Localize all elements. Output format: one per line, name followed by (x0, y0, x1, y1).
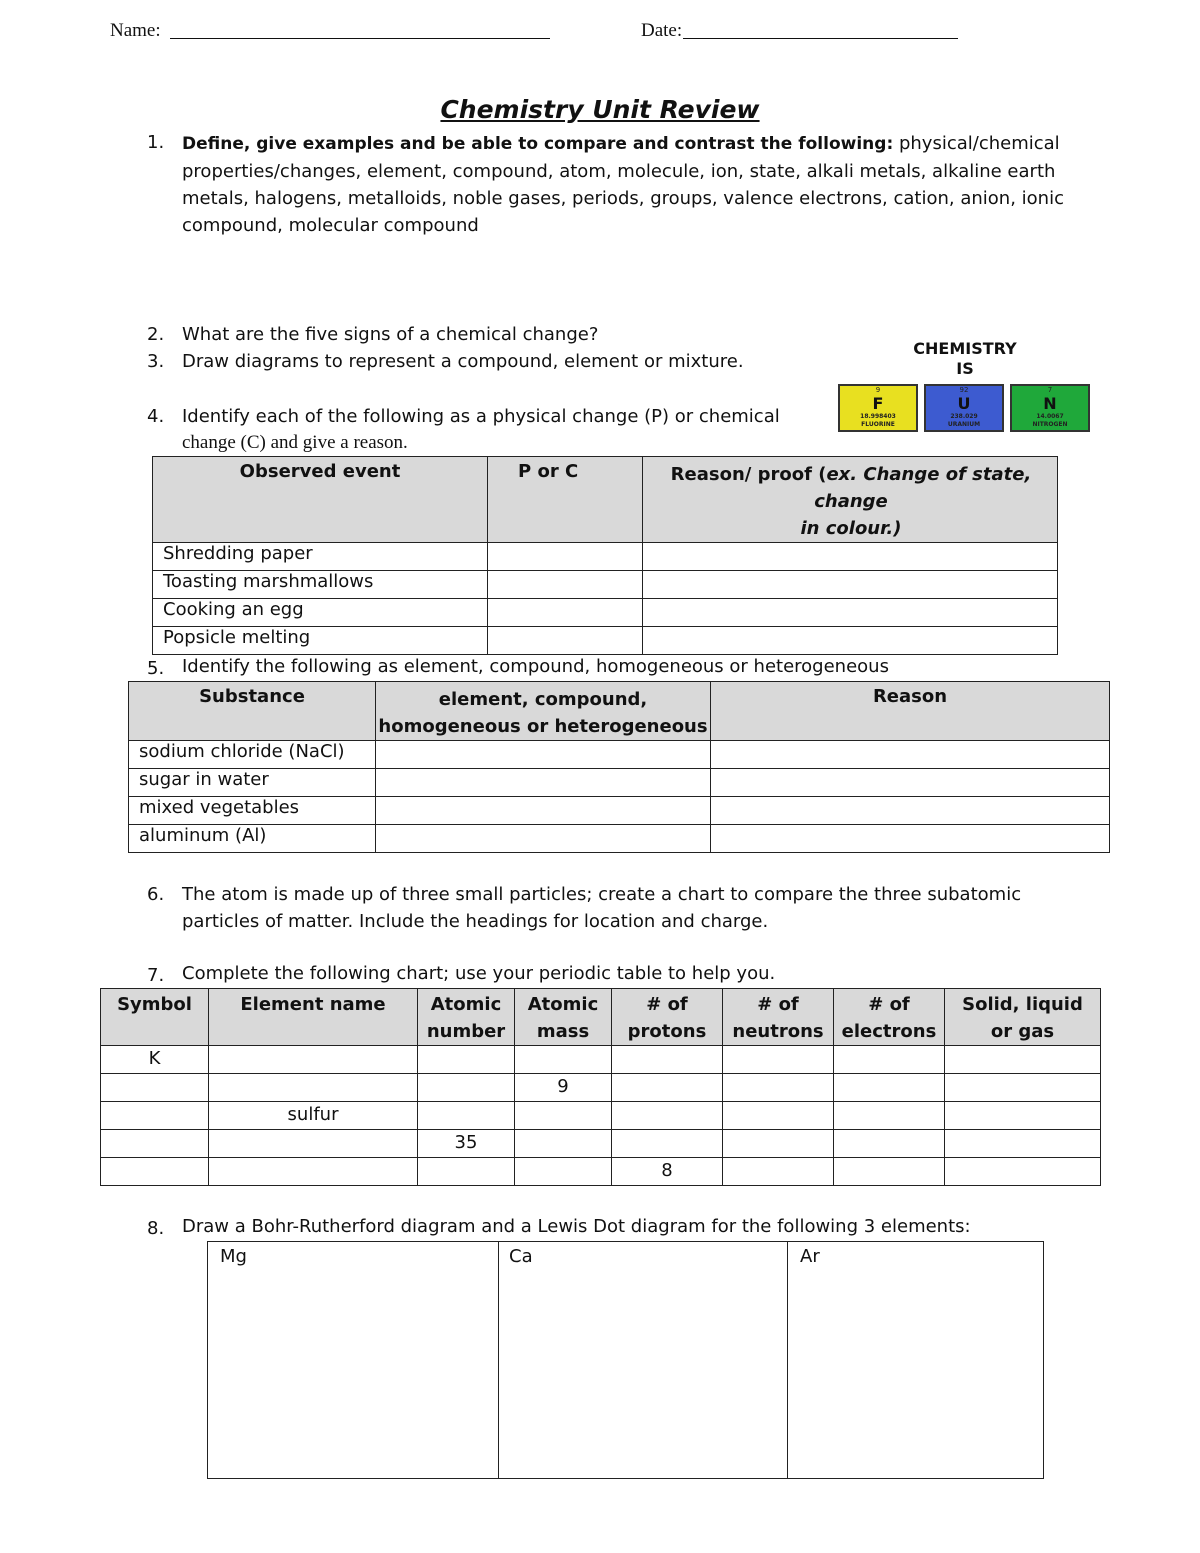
logo-line1: CHEMISTRY (913, 339, 1017, 358)
q5-number: 5. (147, 658, 165, 679)
q8-text: Draw a Bohr-Rutherford diagram and a Lewis Dot diagram for the following 3 elements: (182, 1216, 971, 1237)
q7-number: 7. (147, 965, 165, 986)
q7-given-value: K (101, 1046, 209, 1074)
q7-header: Element name (209, 989, 418, 1046)
q7-answer-cell[interactable] (945, 1046, 1101, 1074)
q7-header: # of neutrons (723, 989, 834, 1046)
element-tile-fluorine (838, 384, 918, 432)
q7-header: # of electrons (834, 989, 945, 1046)
q5-row-substance: sugar in water (129, 769, 376, 797)
q7-answer-cell[interactable] (612, 1046, 723, 1074)
q4-answer-cell[interactable] (488, 627, 643, 655)
tile-name: URANIUM (947, 421, 981, 428)
q4-line2: change (C) and give a reason. (182, 432, 408, 453)
q5-answer-cell[interactable] (376, 741, 711, 769)
q4-header-reason: Reason/ proof (ex. Change of state, change in colour.) (643, 457, 1058, 543)
q2-number: 2. (147, 324, 165, 345)
q5-reason-cell[interactable] (711, 741, 1110, 769)
q8-box-label: Ca (509, 1246, 533, 1267)
logo-line2: IS (956, 359, 974, 378)
q7-answer-cell[interactable] (723, 1074, 834, 1102)
tile-num: 9 (875, 386, 881, 394)
q7-answer-cell[interactable] (209, 1130, 418, 1158)
q4-reason-cell[interactable] (643, 599, 1058, 627)
q7-answer-cell[interactable] (515, 1046, 612, 1074)
q4-reason-cell[interactable] (643, 543, 1058, 571)
q5-table (128, 681, 1110, 853)
tile-mass: 18.998403 (860, 413, 896, 420)
q7-answer-cell[interactable] (418, 1158, 515, 1186)
q5-reason-cell[interactable] (711, 797, 1110, 825)
q7-answer-cell[interactable] (418, 1102, 515, 1130)
q8-box-label: Mg (220, 1246, 247, 1267)
q1-line4: compound, molecular compound (182, 215, 479, 236)
q7-answer-cell[interactable] (834, 1046, 945, 1074)
q7-answer-cell[interactable] (612, 1102, 723, 1130)
tile-name: FLUORINE (861, 421, 895, 428)
q7-header: Solid, liquid or gas (945, 989, 1101, 1046)
q4-answer-cell[interactable] (488, 543, 643, 571)
q7-answer-cell[interactable] (101, 1130, 209, 1158)
tile-sym: N (1043, 394, 1057, 413)
q4-row-event: Cooking an egg (153, 599, 488, 627)
q5-answer-cell[interactable] (376, 769, 711, 797)
q5-answer-cell[interactable] (376, 825, 711, 853)
q7-answer-cell[interactable] (101, 1074, 209, 1102)
q7-answer-cell[interactable] (101, 1102, 209, 1130)
tile-num: 7 (1047, 386, 1053, 394)
q7-header: Atomic mass (515, 989, 612, 1046)
q7-given-value: sulfur (209, 1102, 418, 1130)
q7-row (101, 1102, 1101, 1130)
q1-line3: metals, halogens, metalloids, noble gases, periods, groups, valence electrons, cation, anion, ionic (182, 188, 1064, 209)
q4-table (152, 456, 1058, 655)
q7-answer-cell[interactable] (945, 1074, 1101, 1102)
q7-given-value: 35 (418, 1130, 515, 1158)
q7-header: Atomic number (418, 989, 515, 1046)
q4-reason-cell[interactable] (643, 571, 1058, 599)
q5-reason-cell[interactable] (711, 769, 1110, 797)
q7-row (101, 1158, 1101, 1186)
tile-sym: F (872, 394, 884, 413)
q7-answer-cell[interactable] (209, 1074, 418, 1102)
q8-number: 8. (147, 1218, 165, 1239)
q6-text (182, 881, 1021, 935)
q1-text (182, 130, 1182, 239)
q4-number: 4. (147, 406, 165, 427)
q7-answer-cell[interactable] (209, 1158, 418, 1186)
q5-row-substance: sodium chloride (NaCl) (129, 741, 376, 769)
q8-box-ca[interactable] (499, 1242, 788, 1479)
q3-number: 3. (147, 351, 165, 372)
page-title: Chemistry Unit Review (440, 95, 760, 124)
q7-answer-cell[interactable] (515, 1158, 612, 1186)
q5-text: Identify the following as element, compound, homogeneous or heterogeneous (182, 656, 889, 677)
q1-number: 1. (147, 132, 165, 153)
q7-answer-cell[interactable] (723, 1130, 834, 1158)
q7-answer-cell[interactable] (834, 1130, 945, 1158)
q7-header: # of protons (612, 989, 723, 1046)
q7-answer-cell[interactable] (418, 1074, 515, 1102)
date-input-line[interactable] (683, 38, 958, 39)
q7-answer-cell[interactable] (612, 1130, 723, 1158)
q4-reason-cell[interactable] (643, 627, 1058, 655)
q7-given-value: 8 (612, 1158, 723, 1186)
q7-answer-cell[interactable] (209, 1046, 418, 1074)
q5-reason-cell[interactable] (711, 825, 1110, 853)
element-tile-uranium (924, 384, 1004, 432)
q5-header-substance: Substance (129, 682, 376, 741)
q7-answer-cell[interactable] (723, 1046, 834, 1074)
q4-answer-cell[interactable] (488, 571, 643, 599)
tile-sym: U (957, 394, 971, 413)
q4-header-porc: P or C (488, 457, 643, 543)
q1-bold-prompt: Define, give examples and be able to compare and contrast the following: (182, 134, 894, 154)
q8-box-label: Ar (800, 1246, 820, 1267)
q1-line2: properties/changes, element, compound, atom, molecule, ion, state, alkali metals, alkaline earth (182, 161, 1056, 182)
q5-row-substance: mixed vegetables (129, 797, 376, 825)
q7-table (100, 988, 1101, 1186)
q7-answer-cell[interactable] (101, 1158, 209, 1186)
q7-answer-cell[interactable] (834, 1158, 945, 1186)
q7-answer-cell[interactable] (515, 1102, 612, 1130)
q4-answer-cell[interactable] (488, 599, 643, 627)
q7-row (101, 1074, 1101, 1102)
q5-header-classification: element, compound, homogeneous or heterogeneous (376, 682, 711, 741)
q2-text: What are the five signs of a chemical change? (182, 324, 599, 345)
q5-row-substance: aluminum (Al) (129, 825, 376, 853)
q7-row (101, 1046, 1101, 1074)
name-input-line[interactable] (170, 38, 550, 39)
q1-line1-rest: physical/chemical (893, 133, 1060, 154)
q7-row (101, 1130, 1101, 1158)
q5-header-reason: Reason (711, 682, 1110, 741)
q7-answer-cell[interactable] (945, 1158, 1101, 1186)
q7-answer-cell[interactable] (834, 1102, 945, 1130)
q7-answer-cell[interactable] (723, 1158, 834, 1186)
tile-name: NITROGEN (1032, 421, 1068, 428)
q4-row-event: Shredding paper (153, 543, 488, 571)
q7-answer-cell[interactable] (723, 1102, 834, 1130)
q7-text: Complete the following chart; use your periodic table to help you. (182, 963, 776, 984)
q4-header-event: Observed event (153, 457, 488, 543)
date-label: Date: (641, 20, 683, 41)
q7-given-value: 9 (515, 1074, 612, 1102)
q6-line1: The atom is made up of three small particles; create a chart to compare the three subatomic (182, 884, 1022, 905)
q7-answer-cell[interactable] (945, 1102, 1101, 1130)
q7-answer-cell[interactable] (612, 1074, 723, 1102)
q7-answer-cell[interactable] (515, 1130, 612, 1158)
chemistry-is-fun-logo (880, 339, 1050, 379)
q4-row-event: Popsicle melting (153, 627, 488, 655)
tile-mass: 238.029 (950, 413, 978, 420)
q7-answer-cell[interactable] (418, 1046, 515, 1074)
q8-diagram-table (207, 1241, 1044, 1479)
q6-line2: particles of matter. Include the headings for location and charge. (182, 911, 769, 932)
element-tile-nitrogen (1010, 384, 1090, 432)
q8-box-ar[interactable] (788, 1242, 1044, 1479)
q5-answer-cell[interactable] (376, 797, 711, 825)
q8-box-mg[interactable] (208, 1242, 499, 1479)
q4-row-event: Toasting marshmallows (153, 571, 488, 599)
q7-header: Symbol (101, 989, 209, 1046)
name-label: Name: (110, 20, 161, 41)
q3-text: Draw diagrams to represent a compound, element or mixture. (182, 351, 744, 372)
q6-number: 6. (147, 884, 165, 905)
q7-answer-cell[interactable] (834, 1074, 945, 1102)
tile-mass: 14.0067 (1036, 413, 1064, 420)
tile-num: 92 (959, 386, 969, 394)
q7-answer-cell[interactable] (945, 1130, 1101, 1158)
q4-line1: Identify each of the following as a physical change (P) or chemical (182, 406, 780, 427)
